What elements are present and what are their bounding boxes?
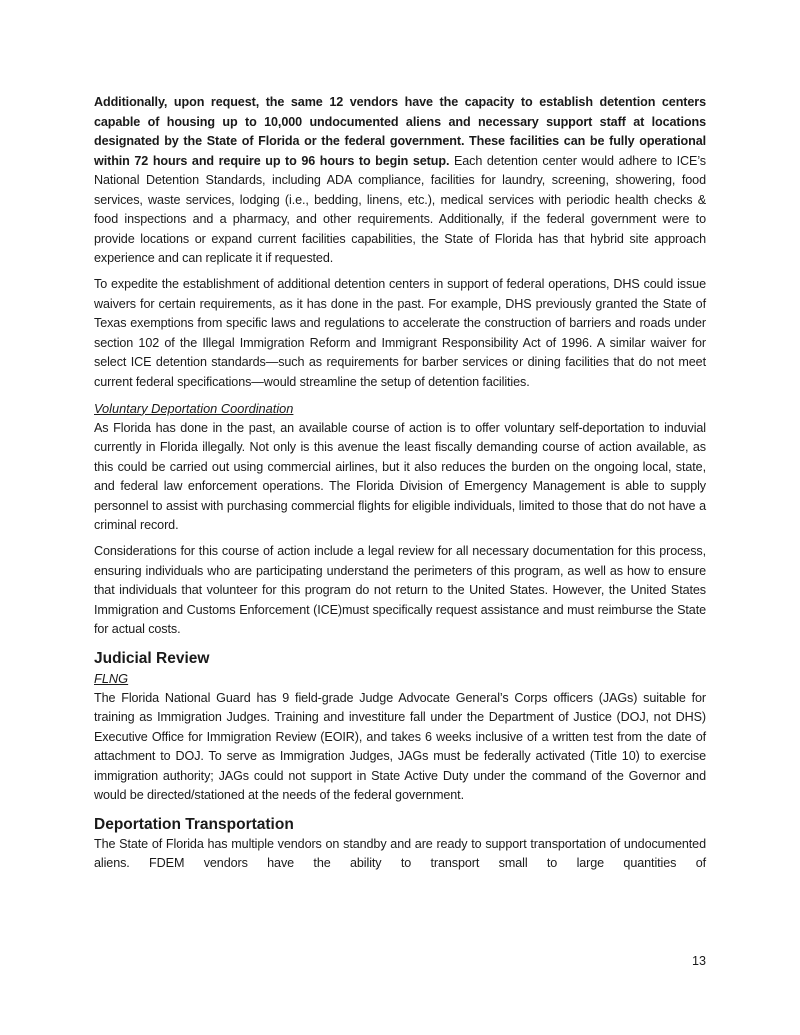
paragraph-transportation: The State of Florida has multiple vendors on standby and are ready to support transportation of undocumented aliens. FDEM vendors have the ability to transport small to large quantities of xyxy=(94,836,706,870)
page-number: 13 xyxy=(691,954,706,968)
body-text: Each detention center would adhere to ICE’s National Detention Standards, including ADA compliance, facilities for laundry, screening, showering, food services, waste services, lodging (i.e., bedding, linens, etc.), medical services with periodic health checks & food inspections and a pharmacy, and other requirements. Additionally, if the federal government were to provide locations or expand current facilities capabilities, the State of Florida has that hybrid site approach experience and can replicate it if requested. xyxy=(94,153,706,265)
paragraph-detention-centers xyxy=(94,93,706,269)
heading-deportation-transportation: Deportation Transportation xyxy=(94,815,294,833)
subheading-flng: FLNG xyxy=(94,670,129,686)
bold-lead: Additionally, upon request, the same 12 vendors have the capacity to establish detention centers capable of housing up to 10,000 undocumented aliens and necessary support staff at locations designated by the State of Florida or the federal government. These facilities can be fully operational within 72 hours and require up to 96 hours to begin setup. xyxy=(94,95,706,168)
paragraph-considerations: Considerations for this course of action include a legal review for all necessary documentation for this process, ensuring individuals who are participating understand the perimeters of this program, as well as how to ensure that individuals that volunteer for this program do not return to the United States. However, the United States Immigration and Customs Enforcement (ICE)must specifically request assistance and must reimburse the State for actual costs. xyxy=(94,544,706,636)
subheading-voluntary-deportation: Voluntary Deportation Coordination xyxy=(94,400,294,416)
paragraph-waivers: To expedite the establishment of additional detention centers in support of federal operations, DHS could issue waivers for certain requirements, as it has done in the past. For example, DHS previously granted the State of Texas exemptions from specific laws and regulations to accelerate the construction of barriers and roads under section 102 of the Illegal Immigration Reform and Immigrant Responsibility Act of 1996. A similar waiver for select ICE detention standards—such as requirements for barber services or dining facilities that do not meet current federal specifications—would streamline the setup of detention facilities. xyxy=(94,277,706,389)
paragraph-voluntary: As Florida has done in the past, an available course of action is to offer voluntary self-deportation to induvial currently in Florida illegally. Not only is this avenue the least fiscally demanding course of action available, as this could be carried out using commercial airlines, but it also reduces the burden on the ongoing local, state, and federal law enforcement operations. The Florida Division of Emergency Management is able to supply personnel to assist with purchasing commercial flights for eligible individuals, limited to those that do not have a criminal record. xyxy=(94,420,706,532)
paragraph-flng: The Florida National Guard has 9 field-grade Judge Advocate General’s Corps officers (JAGs) suitable for training as Immigration Judges. Training and investiture fall under the Department of Justice (DOJ, not DHS) Executive Office for Immigration Review (EOIR), and takes 6 weeks inclusive of a written test from the date of attachment to DOJ. To serve as Immigration Judges, JAGs must be federally activated (Title 10) to exercise immigration authority; JAGs could not support in State Active Duty under the command of the Governor and would be directed/stationed at the needs of the federal government. xyxy=(94,690,706,802)
document-page xyxy=(94,93,706,874)
heading-judicial-review: Judicial Review xyxy=(94,649,210,667)
